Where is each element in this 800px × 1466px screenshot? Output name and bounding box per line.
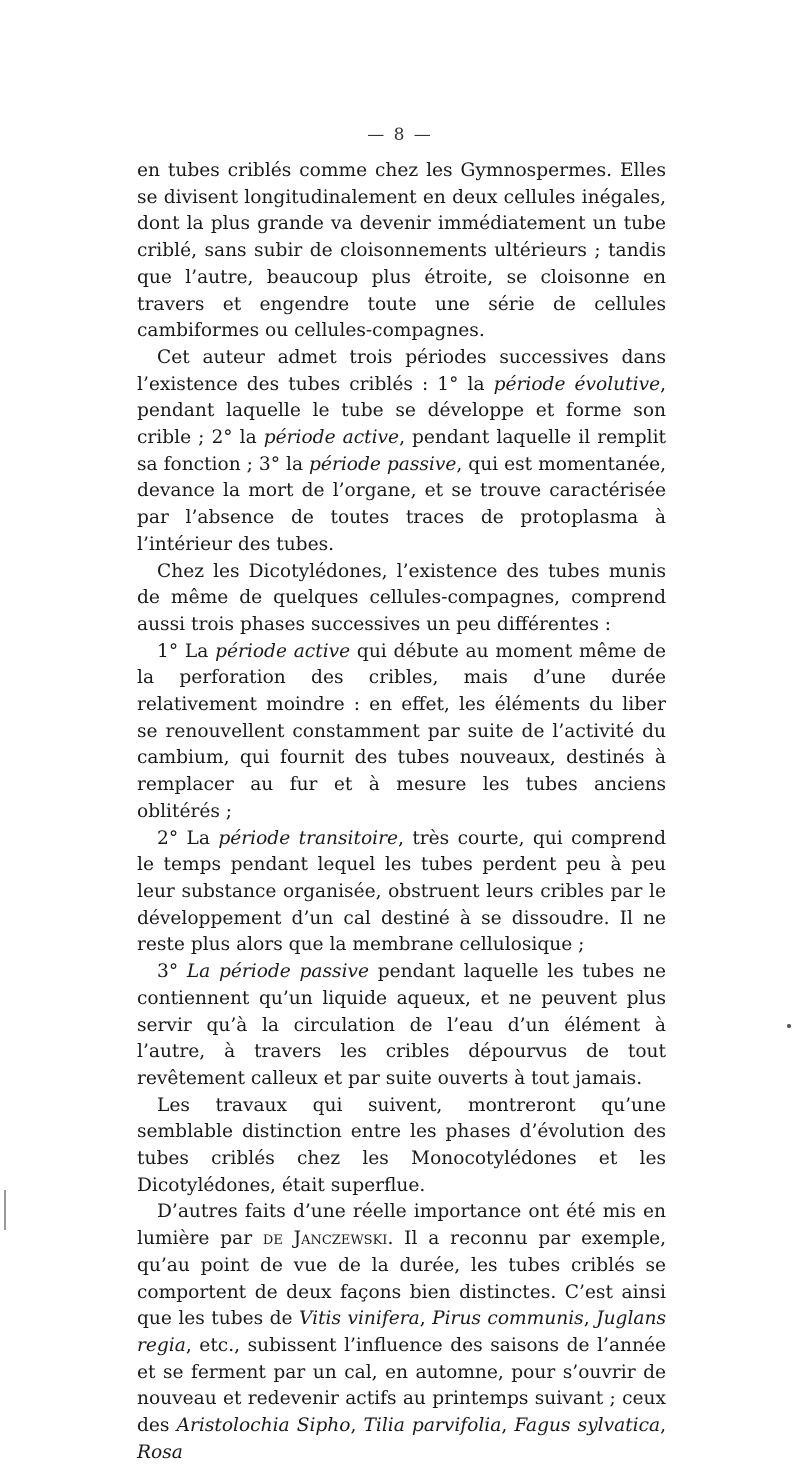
text-run: , <box>350 1415 364 1437</box>
paragraph <box>137 158 666 345</box>
paragraph <box>137 639 666 826</box>
italic-term: Aristolochia Sipho <box>176 1415 351 1437</box>
text-run: , <box>660 1415 667 1437</box>
text-run: Chez les Dicotylédones, l’existence des tubes munis de même de quelques cellules-compagnes, comprend aussi trois phases successives un peu différentes : <box>137 560 666 635</box>
paragraph <box>137 559 666 639</box>
paragraph <box>137 345 666 559</box>
text-run: , <box>583 1308 597 1330</box>
italic-term: période active <box>263 427 400 449</box>
paragraph <box>137 826 666 960</box>
italic-term: La période passive <box>186 961 370 983</box>
italic-term: Rosa <box>137 1441 183 1463</box>
italic-term: Juglans regia <box>137 1308 666 1356</box>
text-run: , qui est momentanée, devance la mort de l’organe, et se trouve caractérisée par l’absence de toutes traces de protoplasma à l’intérieur des tubes. <box>137 453 666 555</box>
text-run: . Il a reconnu par exemple, qu’au point de vue de la durée, les tubes criblés se comportent de deux façons bien distinctes. C’est ainsi que les tubes de <box>137 1228 666 1330</box>
text-run: pendant laquelle les tubes ne contiennent qu’un liquide aqueux, et ne peuvent plus servir qu’à la circulation de l’eau d’un élément à l’autre, à travers les cribles dépourvus de tout revêtement calleux et par suite ouverts à tout jamais. <box>137 961 667 1089</box>
text-run: , très courte, qui comprend le temps pendant lequel les tubes perdent peu à peu leur substance organisée, obstruent leurs cribles par le développement d’un cal destiné à se dissoudre. Il ne reste plus alors que la membrane cellulosique ; <box>137 827 666 956</box>
page-number: — 8 — <box>367 125 433 145</box>
text-run: 1° La <box>157 640 216 662</box>
paragraph <box>137 1093 666 1200</box>
italic-term: période passive <box>309 453 457 475</box>
text-run: 2° La <box>157 827 219 849</box>
text-run: , etc., subissent l’influence des saisons de l’année et se ferment par un cal, en automne, pour s’ouvrir de nouveau et redevenir actifs au printemps suivant ; ceux des <box>137 1334 666 1437</box>
text-run: 3° <box>157 961 187 983</box>
italic-term: Vitis vinifera <box>299 1308 420 1330</box>
text-run: qui débute au moment même de la perforation des cribles, mais d’une durée relativement moindre : en effet, les éléments du liber se renouvellent constamment par suite de l’activité du cambium, qui fournit des tubes nouveaux, destinés à remplacer au fur et à mesure les tubes anciens oblitérés ; <box>137 640 666 822</box>
text-run: , <box>501 1415 515 1437</box>
italic-term: période transitoire <box>218 827 399 849</box>
paragraph <box>137 959 666 1093</box>
page-edge-mark <box>4 1190 6 1230</box>
text-run: D’autres faits d’une réelle importance ont été mis en lumière par <box>137 1201 666 1250</box>
body-text <box>137 158 666 1466</box>
text-run: , pendant laquelle il remplit sa fonction ; 3° la <box>137 427 666 475</box>
paragraph <box>137 1199 666 1466</box>
author-name: de Janczewski <box>262 1228 388 1250</box>
text-run: en tubes criblés comme chez les Gymnospermes. Elles se divisent longitudinalement en deux cellules inégales, dont la plus grande va devenir immédiatement un tube criblé, sans subir de cloisonnements ultérieurs ; tandis que l’autre, beaucoup plus étroite, se cloisonne en travers et engendre toute une série de cellules cambiformes ou cellules-compagnes. <box>137 160 666 342</box>
text-run: Les travaux qui suivent, montreront qu’une semblable distinction entre les phases d’évolution des tubes criblés chez les Monocotylédones et les Dicotylédones, était superflue. <box>137 1094 666 1196</box>
italic-term: période active <box>215 640 351 662</box>
italic-term: Fagus sylvatica <box>514 1415 661 1437</box>
print-speck <box>787 1024 791 1028</box>
text-run: , pendant laquelle le tube se développe et forme son crible ; 2° la <box>137 373 666 449</box>
text-run: Cet auteur admet trois périodes successives dans l’existence des tubes criblés : 1° la <box>137 346 666 395</box>
italic-term: période évolutive <box>493 373 661 395</box>
italic-term: Pirus communis <box>432 1308 584 1330</box>
italic-term: Tilia parvifolia <box>363 1415 502 1437</box>
text-run: , <box>419 1308 433 1330</box>
